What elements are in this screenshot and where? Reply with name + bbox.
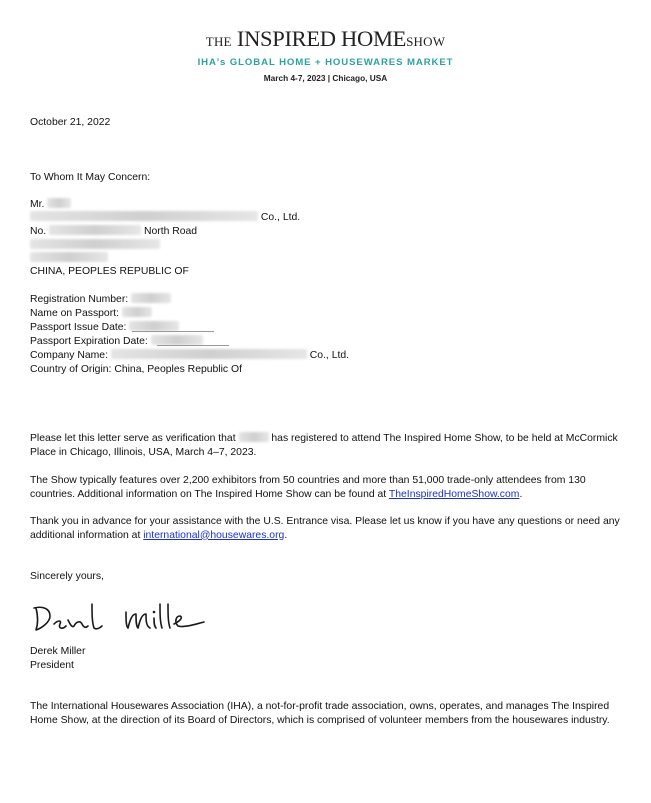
closing: Sincerely yours, [30, 571, 104, 582]
passport-expiration-date [30, 335, 203, 349]
address-name-prefix: Mr. [30, 199, 45, 210]
visa-assistance-text: Thank you in advance for your assistance with the U.S. Entrance visa. Please let us know if you have any questions or need any additional information at [30, 516, 620, 541]
logo-date-location: March 4-7, 2023 | Chicago, USA [263, 73, 388, 83]
address-name [30, 198, 71, 212]
visa-assistance-end: . [284, 529, 288, 541]
logo-show: SHOW [406, 34, 446, 49]
logo-subtitle: IHA's GLOBAL HOME + HOUSEWARES MARKET [197, 57, 454, 68]
company-label: Company Name: [30, 350, 108, 361]
passport-issue-date [30, 321, 179, 335]
redacted-expiration-date [151, 335, 203, 345]
address-company [30, 211, 300, 225]
address-street [30, 225, 197, 239]
verification-paragraph [30, 432, 625, 459]
logo-the: THE [205, 34, 232, 49]
letter-date: October 21, 2022 [30, 117, 111, 128]
footer-paragraph: The International Housewares Association (IHA), a not-for-profit trade association, owns, operates, and manages The Inspired Home Show, at the direction of its Board of Directors, which is comprised of volunteer members from the housewares industry. [30, 701, 610, 726]
country-of-origin [30, 363, 242, 377]
redacted-issue-date [129, 321, 179, 331]
verification-text-end: has registered to attend The Inspired Home Show, to be held at McCormick Place in Chicago, Illinois, USA, March 4–7, 2023. [30, 433, 618, 458]
registration-number [30, 293, 171, 307]
address-country: CHINA, PEOPLES REPUBLIC OF [30, 266, 189, 277]
redacted-attendee [239, 432, 269, 442]
salutation: To Whom It May Concern: [30, 172, 151, 183]
logo-main: INSPIRED HOME [236, 26, 407, 51]
show-info-paragraph [30, 474, 625, 501]
issue-date-label: Passport Issue Date: [30, 322, 127, 333]
redacted-passport-name [122, 307, 152, 317]
redacted-registration [131, 293, 171, 303]
address-line3 [30, 239, 160, 253]
expiration-date-label: Passport Expiration Date: [30, 336, 148, 347]
company-name-suffix: Co., Ltd. [309, 350, 350, 361]
contact-email-link[interactable]: international@housewares.org [143, 529, 285, 541]
show-website-link[interactable]: TheInspiredHomeShow.com [388, 488, 520, 500]
redacted-street [49, 225, 141, 235]
address-street-suffix: North Road [143, 226, 198, 237]
redacted-address-line [30, 239, 160, 249]
name-on-passport [30, 307, 152, 321]
registration-label: Registration Number: [30, 294, 129, 305]
redacted-company [30, 211, 258, 221]
redacted-name [47, 198, 71, 208]
address-company-suffix: Co., Ltd. [260, 212, 301, 223]
address-line4 [30, 252, 108, 266]
expiration-date-underline [157, 345, 229, 346]
country-label: Country of Origin: [30, 364, 112, 375]
company-name [30, 349, 349, 363]
redacted-address-line [30, 252, 108, 262]
passport-name-label: Name on Passport: [30, 308, 119, 319]
show-logo-title [0, 26, 651, 55]
visa-assistance-paragraph [30, 515, 625, 542]
handwritten-signature [28, 596, 218, 638]
issue-date-underline [132, 331, 214, 332]
address-street-prefix: No. [30, 226, 47, 237]
verification-text-start: Please let this letter serve as verification that [30, 433, 236, 444]
country-value: China, Peoples Republic Of [114, 364, 242, 375]
signer-name: Derek Miller [30, 646, 86, 657]
show-info-text: The Show typically features over 2,200 exhibitors from 50 countries and more than 51,000 trade-only attendees from 130 countries. Additional information on The Inspired Home Show can be found at [30, 475, 586, 500]
show-info-end: . [519, 488, 523, 500]
redacted-company-name [111, 349, 307, 359]
signer-title: President [30, 660, 74, 671]
